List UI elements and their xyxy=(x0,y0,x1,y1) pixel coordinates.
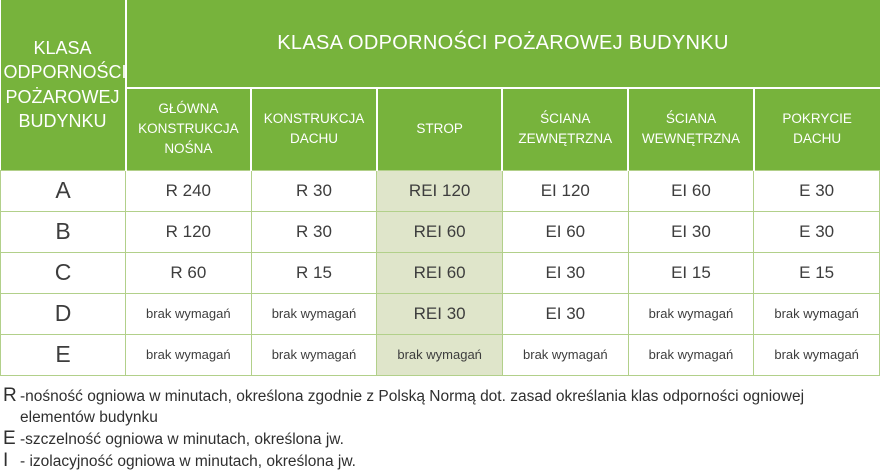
cell-value: E 15 xyxy=(754,252,880,293)
table-row-b xyxy=(1,211,880,252)
cell-value: EI 30 xyxy=(502,293,628,334)
cell-value: brak wymagań xyxy=(126,334,252,375)
cell-value-strop: brak wymagań xyxy=(377,334,503,375)
row-label: C xyxy=(1,252,126,293)
cell-value: E 30 xyxy=(754,170,880,211)
table-row-c xyxy=(1,252,880,293)
row-label: E xyxy=(1,334,126,375)
legend-text: -nośność ogniowa w minutach, określona zgodnie z Polską Normą dot. zasad określania klas odporności ogniowej elementów budynku xyxy=(20,387,805,426)
cell-value: brak wymagań xyxy=(628,334,754,375)
legend-line-e xyxy=(3,428,876,450)
header-row-top xyxy=(1,0,880,88)
cell-value: R 60 xyxy=(126,252,252,293)
table-title-cell: KLASA ODPORNOŚCI POŻAROWEJ BUDYNKU xyxy=(126,0,880,88)
cell-value-strop: REI 30 xyxy=(377,293,503,334)
legend-text: - izolacyjność ogniowa w minutach, określona jw. xyxy=(20,452,356,470)
cell-value: EI 120 xyxy=(502,170,628,211)
cell-value: EI 15 xyxy=(628,252,754,293)
column-header-strop: STROP xyxy=(377,88,503,170)
cell-value: EI 30 xyxy=(502,252,628,293)
cell-value: EI 60 xyxy=(628,170,754,211)
cell-value: brak wymagań xyxy=(628,293,754,334)
cell-value: brak wymagań xyxy=(251,334,377,375)
legend-line-r xyxy=(3,385,876,428)
legend-line-i xyxy=(3,450,876,472)
corner-header-cell: KLASA ODPORNOŚCI POŻAROWEJ BUDYNKU xyxy=(1,0,126,170)
cell-value-strop: REI 60 xyxy=(377,252,503,293)
row-label: A xyxy=(1,170,126,211)
legend-letter: R xyxy=(3,384,17,406)
cell-value: R 30 xyxy=(251,170,377,211)
cell-value: brak wymagań xyxy=(126,293,252,334)
cell-value-strop: REI 120 xyxy=(377,170,503,211)
table-row-e xyxy=(1,334,880,375)
legend-letter: I xyxy=(3,449,9,471)
column-header-glowna-konstrukcja-nosna: GŁÓWNA KONSTRUKCJA NOŚNA xyxy=(126,88,252,170)
header-row-columns xyxy=(1,88,880,170)
cell-value: EI 30 xyxy=(628,211,754,252)
cell-value: R 120 xyxy=(126,211,252,252)
row-label: D xyxy=(1,293,126,334)
column-header-sciana-zewnetrzna: ŚCIANA ZEWNĘTRZNA xyxy=(502,88,628,170)
legend xyxy=(0,376,880,472)
cell-value: R 240 xyxy=(126,170,252,211)
column-header-konstrukcja-dachu: KONSTRUKCJA DACHU xyxy=(251,88,377,170)
cell-value-strop: REI 60 xyxy=(377,211,503,252)
legend-letter: E xyxy=(3,427,16,449)
cell-value: EI 60 xyxy=(502,211,628,252)
cell-value: R 15 xyxy=(251,252,377,293)
column-header-pokrycie-dachu: POKRYCIE DACHU xyxy=(754,88,880,170)
cell-value: R 30 xyxy=(251,211,377,252)
table-row-d xyxy=(1,293,880,334)
cell-value: E 30 xyxy=(754,211,880,252)
table-row-a xyxy=(1,170,880,211)
legend-text: -szczelność ogniowa w minutach, określona jw. xyxy=(20,430,344,448)
column-header-sciana-wewnetrzna: ŚCIANA WEWNĘTRZNA xyxy=(628,88,754,170)
row-label: B xyxy=(1,211,126,252)
cell-value: brak wymagań xyxy=(754,293,880,334)
cell-value: brak wymagań xyxy=(251,293,377,334)
cell-value: brak wymagań xyxy=(502,334,628,375)
cell-value: brak wymagań xyxy=(754,334,880,375)
